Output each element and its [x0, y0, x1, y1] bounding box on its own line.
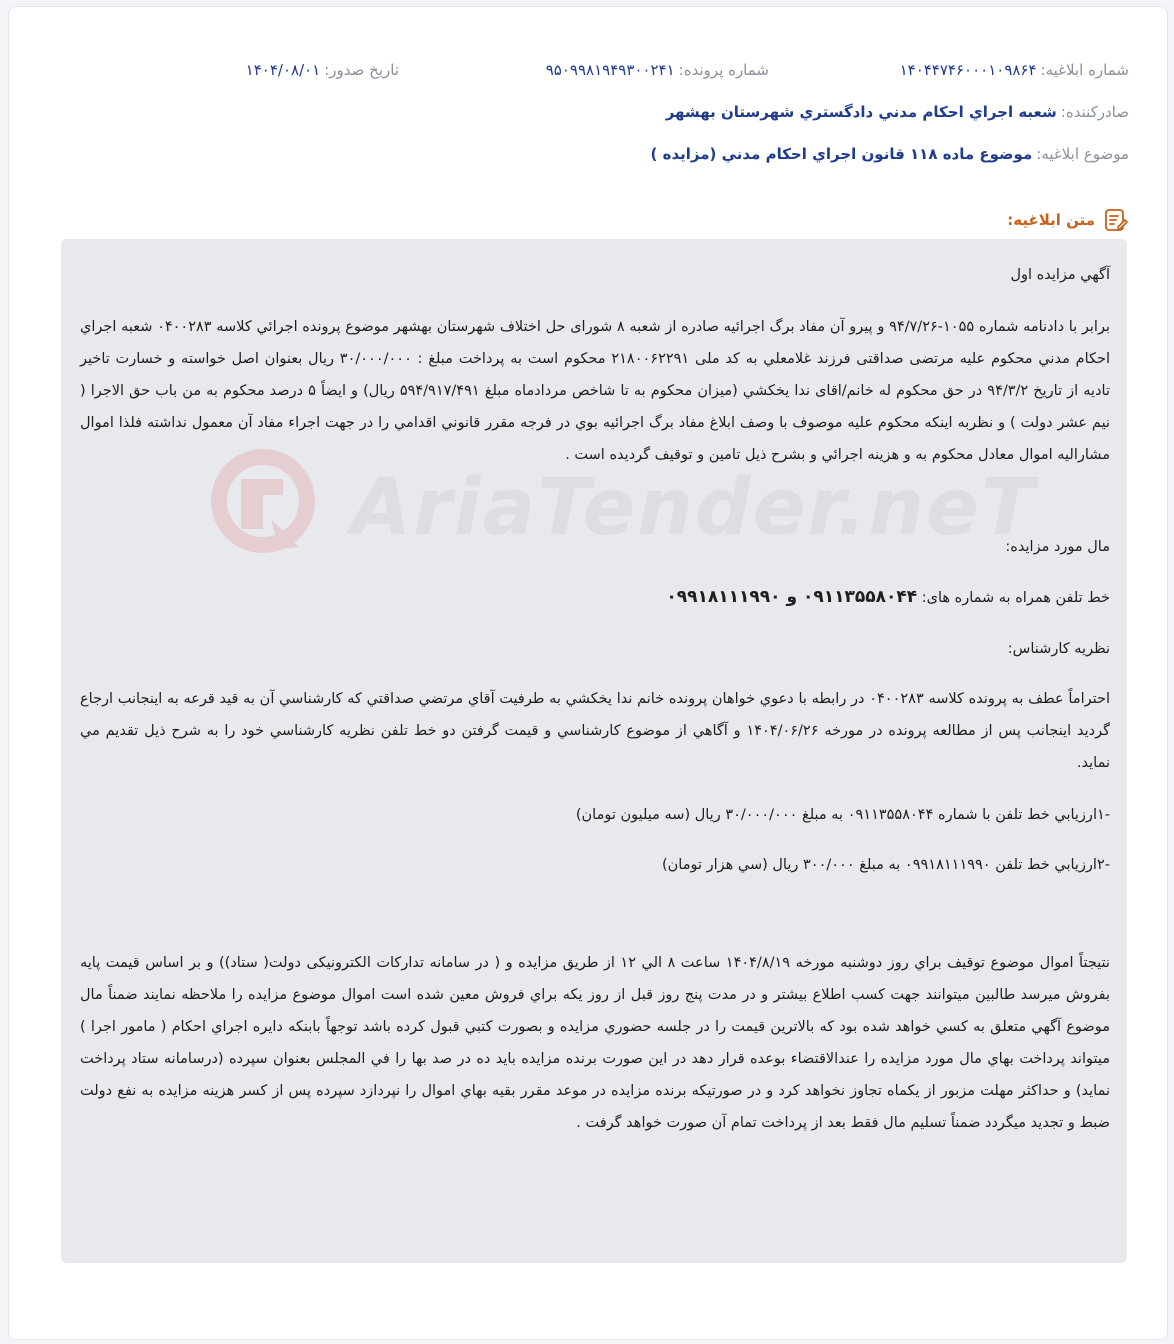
case-number-label: شماره پرونده: — [678, 61, 769, 79]
valuation-item-2: -۲ارزيابي خط تلفن ۰۹۹۱۸۱۱۱۹۹۰ به مبلغ ۳۰۰/۰۰۰ ريال (سي هزار تومان) — [661, 857, 1110, 873]
valuation-item-1: -۱ارزيابي خط تلفن با شماره ۰۹۱۱۳۵۵۸۰۴۴ به مبلغ ۳۰/۰۰۰/۰۰۰ ريال (سه ميليون تومان) — [575, 807, 1110, 823]
expert-heading: نظريه كارشناس: — [1007, 641, 1110, 657]
subject-value: موضوع ماده ۱۱۸ قانون اجراي احكام مدني (مزايده ) — [650, 145, 1033, 163]
watermark-text: AriaTender.neT — [351, 463, 1037, 553]
phones-line — [80, 581, 1110, 614]
case-number — [546, 61, 769, 79]
paragraph-3: نتيجتاً اموال موضوع توقيف براي روز دوشنبه مورخه ۱۴۰۴/۸/۱۹ ساعت ۸ الي ۱۲ از طريق مزايده و ( در سامانه تداركات الكترونيكى دولت( ستاد)) و بر اساس قيمت پايه بفروش ميرسد طالبين ميتوانند جهت كسب اطلاع بيشتر و در مدت پنج روز قبل از روز يكه براي فروش معين شده است اموال موضوع مزايده را ملاحظه نمايند ضمناً مال موضوع آگهي متعلق به كسي خواهد شده بود كه بالاترين قيمت را در جلسه حضوري مزايده و بصورت كتبي قبول كرده باشد توجهاً بابنكه دايره اجراي احكام ( مامور اجرا ) ميتواند پرداخت بهاي مال مورد مزايده را عندالاقتضاء بوعده قرار دهد در اين صورت برنده مزايده بايد ده در صد بها را في المجلس بعنوان سپرده (درسامانه ستاد پرداخت نمايد) و حداكثر مهلت مزبور از يكماه تجاوز نخواهد كرد و در صورتيكه برنده مزايده در موعد مقرر بقيه بهاي اموال را نپردازد سپرده پس از كسر هزينه مزايده به نفع دولت ضبط و تجديد ميگردد ضمناً تسليم مال فقط بعد از پرداخت تمام آن صورت خواهد گرفت . — [80, 955, 1110, 1131]
document-edit-icon — [1103, 207, 1129, 233]
subject-label: موضوع ابلاغیه: — [1036, 145, 1129, 163]
section-title — [1007, 207, 1129, 233]
section-title-text: متن ابلاغیه: — [1007, 211, 1095, 229]
issue-date-label: تاریخ صدور: — [324, 61, 399, 79]
notice-body — [61, 239, 1127, 1263]
issuer-label: صادرکننده: — [1060, 103, 1129, 121]
issue-date-value: ۱۴۰۴/۰۸/۰۱ — [245, 61, 321, 79]
phone-numbers: ۰۹۱۱۳۵۵۸۰۴۴ و ۰۹۹۱۸۱۱۱۹۹۰ — [666, 587, 918, 607]
auction-heading: آگهي مزايده اول — [1010, 267, 1110, 283]
issue-date — [246, 61, 399, 79]
paragraph-2: احتراماً عطف به پرونده كلاسه ۰۴۰۰۲۸۳ در رابطه با دعوي خواهان پرونده خانم ندا يخكشي به طرفيت آقاي مرتضي صداقتي كه كارشناسي آن به قيد قرعه به اينجانب ارجاع گرديد اينجانب پس از مطالعه پرونده در مورخه ۱۴۰۴/۰۶/۲۶ و آگاهي از موضوع كارشناسي و قيمت گرفتن دو خط تلفن نظريه كارشناسي خود را به شرح ذيل تقديم مي نمايد. — [80, 691, 1110, 771]
property-heading: مال مورد مزايده: — [1005, 539, 1110, 555]
phones-intro: خط تلفن همراه به شماره های: — [921, 590, 1110, 606]
notice-card — [8, 6, 1168, 1340]
case-number-value: ۹۵۰۹۹۸۱۹۴۹۳۰۰۲۴۱ — [545, 61, 675, 79]
paragraph-1: برابر با دادنامه شماره ۱۰۵۵-۹۴/۷/۲۶ و پيرو آن مفاد برگ اجرائيه صادره از شعبه ۸ شوراى حل اختلاف شهرستان بهشهر موضوع پرونده اجرائي كلاسه ۰۴۰۰۲۸۳ شعبه اجراي احكام مدني محكوم عليه مرتضى صداقتى فرزند غلامعلي به كد ملى ۲۱۸۰۰۶۲۲۹۱ محكوم است به پرداخت مبلغ : ۳۰/۰۰۰/۰۰۰ ريال بعنوان اصل خواسته و خسارت تاخير تاديه از تاريخ ۹۴/۳/۲ در حق محكوم له خانم/اقاى ندا يخكشي (ميزان محكوم به تا شاخص مردادماه مبلغ ۵۹۴/۹۱۷/۴۹۱ ريال) و ايضاً ۵ درصد محكوم به من باب حق الاجرا ( نيم عشر دولت ) و نظربه اينكه محكوم عليه موصوف با وصف ابلاغ مفاد برگ اجرائيه بوي در فرجه مقرر قانوني اقدامي را در جهت اجراء مفاد آن معمول نداشته فلذا اموال مشاراليه اموال معادل محكوم به و هزينه اجرائي و بشرح ذيل تامين و توقيف گرديده است . — [80, 319, 1110, 463]
subject-row — [651, 145, 1129, 163]
notice-number-label: شماره ابلاغیه: — [1040, 61, 1129, 79]
issuer-row — [666, 103, 1129, 121]
notice-number-value: ۱۴۰۴۴۷۴۶۰۰۰۱۰۹۸۶۴ — [899, 61, 1037, 79]
issuer-value: شعبه اجراي احكام مدني دادگستري شهرستان بهشهر — [665, 103, 1057, 121]
notice-number — [900, 61, 1129, 79]
